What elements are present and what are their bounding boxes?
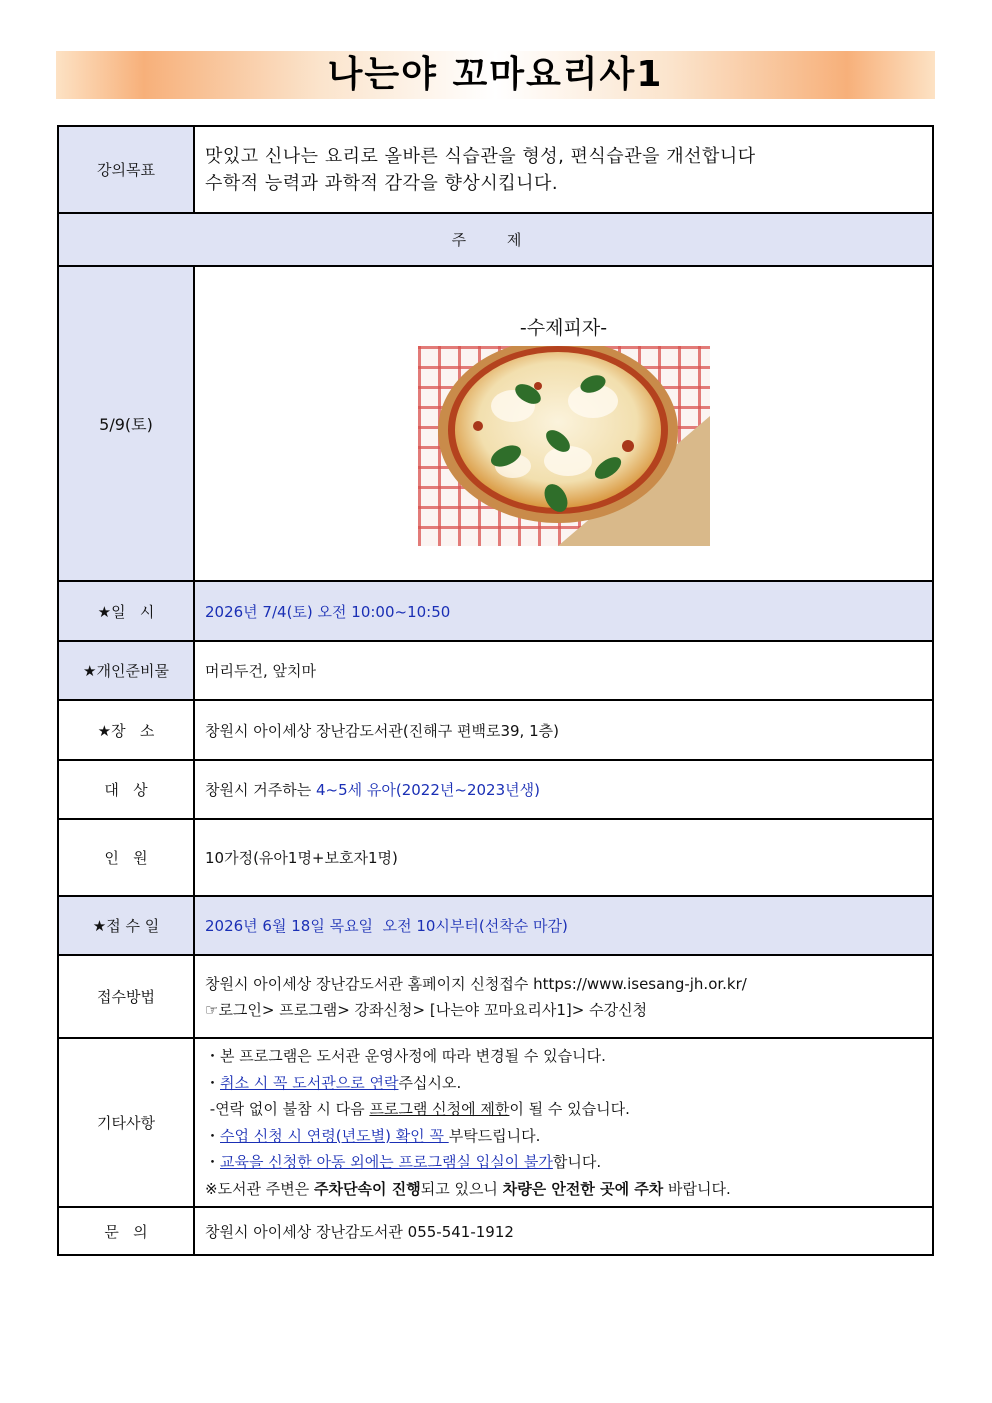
note-5-link: 교육을 신청한 아동 외에는 프로그램실 입실이 불가 [220,1153,553,1171]
notes-value [194,1038,933,1207]
place-value: 창원시 아이세상 장난감도서관(진해구 편백로39, 1층) [194,700,933,760]
note-6-a: ※도서관 주변은 [205,1179,315,1198]
note-5-rest: 합니다. [552,1153,602,1171]
target-row [58,760,933,819]
target-label: 대 상 [58,760,194,819]
program-info-table [57,125,934,1256]
note-4-rest: 부탁드립니다. [448,1126,541,1145]
place-label: ★장 소 [58,700,194,760]
count-row [58,819,933,896]
page-title: 나는야 꼬마요리사1 [327,54,664,95]
contact-label: 문 의 [58,1207,194,1255]
menu-title: -수제피자- [519,317,608,339]
method-line-2: ☞로그인> 프로그램> 강좌신청> [나는야 꼬마요리사1]> 수강신청 [205,1000,648,1019]
reception-date-label: ★접 수 일 [58,896,194,955]
note-4-link: 수업 신청 시 연령(년도별) 확인 꼭 [220,1126,449,1145]
goal-line-1: 맛있고 신나는 요리로 올바른 식습관을 형성, 편식습관을 개선합니다 [205,145,756,167]
pizza-photo [418,346,710,546]
contact-value: 창원시 아이세상 장난감도서관 055-541-1912 [194,1207,933,1255]
note-3-rest: 이 될 수 있습니다. [509,1100,630,1118]
note-3-underline: 프로그램 신청에 제한 [369,1100,510,1118]
note-2-bullet: ・ [205,1073,221,1092]
goal-line-2: 수학적 능력과 과학적 감각을 향상시킵니다. [205,172,559,194]
goal-row [58,126,933,213]
note-1: ・본 프로그램은 도서관 운영사정에 따라 변경될 수 있습니다. [205,1047,606,1065]
note-5 [205,1149,932,1176]
note-5-bullet: ・ [205,1153,221,1171]
notes-label: 기타사항 [58,1038,194,1207]
contact-row [58,1207,933,1255]
schedule-value: 2026년 7/4(토) 오전 10:00~10:50 [194,581,933,641]
note-6-e: 바랍니다. [663,1179,731,1198]
goal-value [194,126,933,213]
notes-row [58,1038,933,1207]
topic-header: 주 제 [58,213,933,266]
count-value: 10가정(유아1명+보호자1명) [194,819,933,896]
note-6-d: 차량은 안전한 곳에 주차 [502,1179,664,1198]
schedule-row [58,581,933,641]
topic-date: 5/9(토) [58,266,194,581]
note-4-bullet: ・ [205,1126,221,1145]
note-6 [205,1176,932,1203]
note-2-rest: 주십시오. [398,1073,462,1092]
reception-date-value: 2026년 6월 18일 목요일 오전 10시부터(선착순 마감) [194,896,933,955]
supplies-label: ★개인준비물 [58,641,194,700]
schedule-label: ★일 시 [58,581,194,641]
note-6-c: 되고 있으니 [420,1179,503,1198]
note-2-link: 취소 시 꼭 도서관으로 연락 [220,1073,399,1092]
method-line-1: 창원시 아이세상 장난감도서관 홈페이지 신청접수 https://www.isesang-jh.or.kr/ [205,974,747,993]
note-2 [205,1070,932,1097]
note-4 [205,1123,932,1150]
target-value [194,760,933,819]
place-row [58,700,933,760]
note-3-pre: -연락 없이 불참 시 다음 [205,1100,370,1118]
supplies-value: 머리두건, 앞치마 [194,641,933,700]
method-label: 접수방법 [58,955,194,1038]
note-6-b: 주차단속이 진행 [314,1179,421,1198]
topic-content [194,266,933,581]
target-prefix: 창원시 거주하는 [205,781,316,799]
reception-date-row [58,896,933,955]
count-label: 인 원 [58,819,194,896]
topic-row [58,266,933,581]
method-value [194,955,933,1038]
note-3 [205,1096,932,1123]
method-row [58,955,933,1038]
supplies-row [58,641,933,700]
topic-header-row [58,213,933,266]
target-highlight: 4~5세 유아(2022년~2023년생) [315,781,540,799]
goal-label: 강의목표 [58,126,194,213]
title-banner [56,51,935,99]
